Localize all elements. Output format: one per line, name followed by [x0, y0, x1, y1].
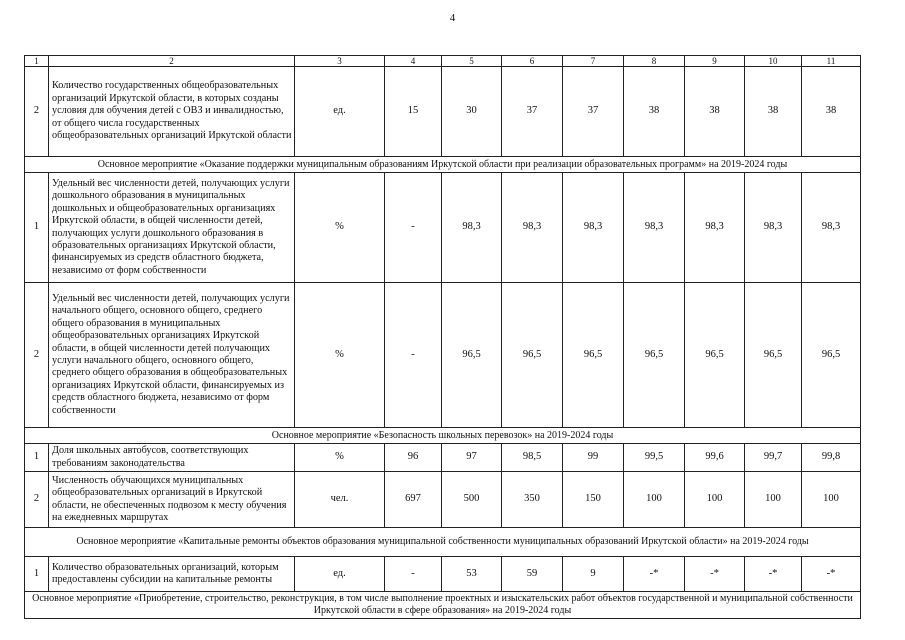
- value-cell: 53: [442, 557, 502, 592]
- value-cell: 99,6: [685, 444, 745, 472]
- value-cell: 98,3: [802, 173, 861, 283]
- table-row: [25, 444, 861, 472]
- value-cell: 30: [442, 67, 502, 157]
- header-cell: 5: [442, 56, 502, 67]
- header-cell: 3: [295, 56, 385, 67]
- table-row: [25, 173, 861, 283]
- value-cell: 100: [802, 472, 861, 528]
- value-cell: 37: [502, 67, 563, 157]
- header-cell: 4: [385, 56, 442, 67]
- value-cell: -: [385, 283, 442, 428]
- section-title: Основное мероприятие «Оказание поддержки муниципальным образованиям Иркутской области при реализации образовательных программ» на 2019-2024 годы: [25, 157, 861, 173]
- value-cell: 96,5: [745, 283, 802, 428]
- row-number: 2: [25, 67, 49, 157]
- indicator-description: Количество государственных общеобразовательных организаций Иркутской области, в которых созданы условия для обучения детей с ОВЗ и инвалидностью, от общего числа государственных общеобразовательных организаций Иркутской области: [49, 67, 295, 157]
- value-cell: 98,3: [563, 173, 624, 283]
- value-cell: 350: [502, 472, 563, 528]
- header-cell: 2: [49, 56, 295, 67]
- value-cell: 96,5: [802, 283, 861, 428]
- unit-cell: %: [295, 173, 385, 283]
- indicator-description: Доля школьных автобусов, соответствующих требованиям законодательства: [49, 444, 295, 472]
- value-cell: 38: [745, 67, 802, 157]
- indicator-description: Численность обучающихся муниципальных общеобразовательных организаций в Иркутской области, не обеспеченных подвозом к месту обучения на ежедневных маршрутах: [49, 472, 295, 528]
- row-number: 1: [25, 444, 49, 472]
- value-cell: 9: [563, 557, 624, 592]
- value-cell: 38: [685, 67, 745, 157]
- value-cell: -*: [745, 557, 802, 592]
- value-cell: 150: [563, 472, 624, 528]
- section-title: Основное мероприятие «Приобретение, строительство, реконструкция, в том числе выполнение проектных и изыскательских работ объектов государственной и муниципальной собственности Иркутской области в сфере образования» на 2019-2024 годы: [25, 592, 861, 619]
- value-cell: 99,5: [624, 444, 685, 472]
- value-cell: 99,7: [745, 444, 802, 472]
- section-row: [25, 428, 861, 444]
- section-row: [25, 528, 861, 557]
- header-cell: 10: [745, 56, 802, 67]
- header-cell: 9: [685, 56, 745, 67]
- row-number: 1: [25, 557, 49, 592]
- table-row: [25, 67, 861, 157]
- value-cell: -*: [685, 557, 745, 592]
- unit-cell: %: [295, 444, 385, 472]
- value-cell: 96,5: [502, 283, 563, 428]
- value-cell: -*: [802, 557, 861, 592]
- indicator-description: Удельный вес численности детей, получающих услуги начального общего, основного общего, среднего общего образования в муниципальных общеобразовательных организациях Иркутской области, в общей численности детей получающих услуги начального общего, основного общего, среднего общего образования в общеобразовательных организациях Иркутской области, финансируемых из средств областного бюджета, независимо от форм собственности: [49, 283, 295, 428]
- value-cell: 96,5: [685, 283, 745, 428]
- header-cell: 7: [563, 56, 624, 67]
- indicators-table: [24, 55, 861, 619]
- page-number: 4: [449, 12, 456, 24]
- value-cell: 500: [442, 472, 502, 528]
- unit-cell: ед.: [295, 67, 385, 157]
- unit-cell: ед.: [295, 557, 385, 592]
- section-title: Основное мероприятие «Безопасность школьных перевозок» на 2019-2024 годы: [25, 428, 861, 444]
- row-number: 2: [25, 283, 49, 428]
- value-cell: 99: [563, 444, 624, 472]
- value-cell: 38: [624, 67, 685, 157]
- row-number: 1: [25, 173, 49, 283]
- table-row: [25, 283, 861, 428]
- value-cell: 96,5: [442, 283, 502, 428]
- unit-cell: %: [295, 283, 385, 428]
- value-cell: 98,3: [624, 173, 685, 283]
- header-cell: 8: [624, 56, 685, 67]
- value-cell: 99,8: [802, 444, 861, 472]
- value-cell: 15: [385, 67, 442, 157]
- indicator-description: Количество образовательных организаций, которым предоставлены субсидии на капитальные ремонты: [49, 557, 295, 592]
- value-cell: 59: [502, 557, 563, 592]
- value-cell: 38: [802, 67, 861, 157]
- value-cell: 697: [385, 472, 442, 528]
- indicator-description: Удельный вес численности детей, получающих услуги дошкольного образования в муниципальных дошкольных и общеобразовательных организациях Иркутской области, в общей численности детей, получающих услуги дошкольного образования в образовательных организациях Иркутской области, финансируемых из средств областного бюджета, независимо от форм собственности: [49, 173, 295, 283]
- value-cell: 98,3: [442, 173, 502, 283]
- section-row: [25, 592, 861, 619]
- value-cell: -: [385, 173, 442, 283]
- value-cell: 97: [442, 444, 502, 472]
- header-row: [25, 56, 861, 67]
- section-title: Основное мероприятие «Капитальные ремонты объектов образования муниципальной собственности муниципальных образований Иркутской области» на 2019-2024 годы: [25, 528, 861, 557]
- value-cell: 100: [745, 472, 802, 528]
- section-row: [25, 157, 861, 173]
- value-cell: 100: [685, 472, 745, 528]
- value-cell: -*: [624, 557, 685, 592]
- header-cell: 6: [502, 56, 563, 67]
- unit-cell: чел.: [295, 472, 385, 528]
- table-row: [25, 557, 861, 592]
- value-cell: 37: [563, 67, 624, 157]
- value-cell: -: [385, 557, 442, 592]
- value-cell: 98,3: [685, 173, 745, 283]
- value-cell: 98,3: [745, 173, 802, 283]
- value-cell: 98,5: [502, 444, 563, 472]
- value-cell: 96: [385, 444, 442, 472]
- value-cell: 100: [624, 472, 685, 528]
- table-row: [25, 472, 861, 528]
- value-cell: 96,5: [563, 283, 624, 428]
- value-cell: 96,5: [624, 283, 685, 428]
- value-cell: 98,3: [502, 173, 563, 283]
- row-number: 2: [25, 472, 49, 528]
- header-cell: 11: [802, 56, 861, 67]
- header-cell: 1: [25, 56, 49, 67]
